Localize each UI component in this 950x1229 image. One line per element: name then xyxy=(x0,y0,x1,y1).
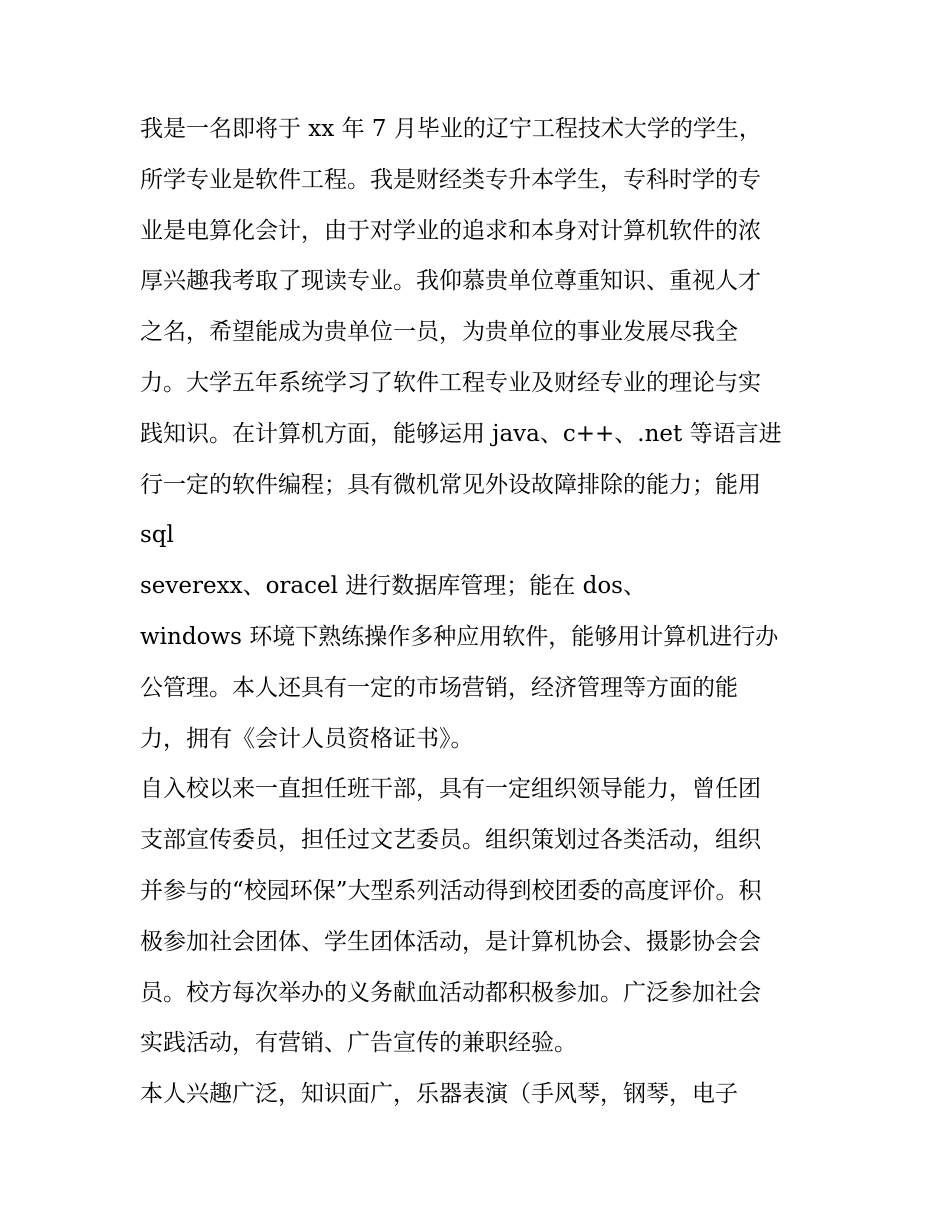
text-line: 公管理。本人还具有一定的市场营销，经济管理等方面的能 xyxy=(140,674,738,701)
text-line: 所学专业是软件工程。我是财经类专升本学生，专科时学的专 xyxy=(140,166,761,193)
text-line: 我是一名即将于 xx 年 7 月毕业的辽宁工程技术大学的学生， xyxy=(140,116,762,142)
text-line: 行一定的软件编程；具有微机常见外设故障排除的能力；能用 xyxy=(140,471,761,498)
text-line: 厚兴趣我考取了现读专业。我仰慕贵单位尊重知识、重视人才 xyxy=(140,268,761,295)
text-line: 践知识。在计算机方面，能够运用 java、c++、.net 等语言进 xyxy=(140,420,782,447)
text-line: 之名，希望能成为贵单位一员，为贵单位的事业发展尽我全 xyxy=(140,319,738,346)
text-line: sql xyxy=(140,522,174,549)
document-body xyxy=(140,104,820,1120)
text-line: 业是电算化会计，由于对学业的追求和本身对计算机软件的浓 xyxy=(140,217,761,244)
text-line: 实践活动，有营销、广告宣传的兼职经验。 xyxy=(140,1030,577,1057)
text-line: 员。校方每次举办的义务献血活动都积极参加。广泛参加社会 xyxy=(140,979,761,1006)
text-line: 力，拥有《会计人员资格证书》。 xyxy=(140,725,474,752)
text-line: severexx、oracel 进行数据库管理；能在 dos、 xyxy=(140,573,646,600)
text-line: 力。大学五年系统学习了软件工程专业及财经专业的理论与实 xyxy=(140,369,761,396)
text-line: windows 环境下熟练操作多种应用软件，能够用计算机进行办 xyxy=(140,623,779,650)
text-line: 支部宣传委员，担任过文艺委员。组织策划过各类活动，组织 xyxy=(140,827,761,854)
text-line: 自入校以来一直担任班干部，具有一定组织领导能力，曾任团 xyxy=(140,776,761,803)
text-line: 并参与的“校园环保”大型系列活动得到校团委的高度评价。积 xyxy=(140,877,762,904)
text-line: 本人兴趣广泛，知识面广，乐器表演（手风琴，钢琴，电子 xyxy=(140,1081,738,1108)
text-line: 极参加社会团体、学生团体活动，是计算机协会、摄影协会会 xyxy=(140,928,761,955)
